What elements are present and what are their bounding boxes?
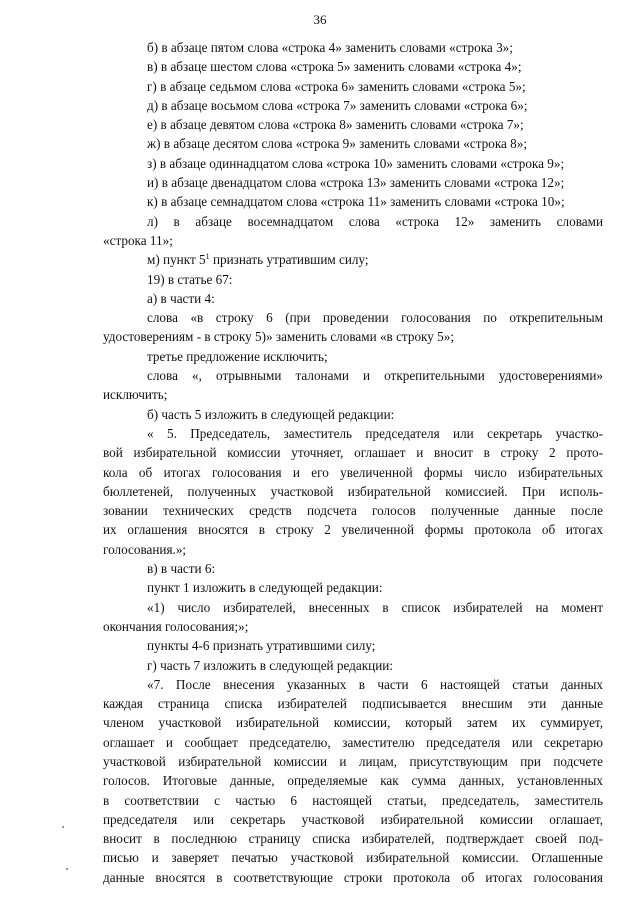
text-line: третье предложение исключить; (147, 348, 328, 364)
scan-speck (62, 826, 64, 828)
scan-speck (66, 868, 68, 870)
text-line: б) часть 5 изложить в следующей редакции: (147, 406, 395, 422)
text-line: «1) число избирателей, внесенных в список избирателей на момент (147, 599, 603, 615)
superscript: 1 (205, 252, 210, 262)
text-line: окончания голосования;»; (103, 618, 249, 634)
text-line: д) в абзаце восьмом слова «строка 7» заменить словами «строка 6»; (147, 97, 528, 113)
page-number: 36 (313, 12, 327, 27)
text-line: к) в абзаце семнадцатом слова «строка 11» заменить словами «строка 10»; (147, 194, 565, 210)
text-line: участковой избирательной комиссии и лицам, присутствующим при подсчете (103, 753, 603, 769)
text-line: зовании технических средств подсчета голосов полученные данные после (103, 503, 603, 519)
text-line: в) в части 6: (147, 561, 216, 577)
text-line: в) в абзаце шестом слова «строка 5» заменить словами «строка 4»; (147, 59, 522, 75)
text-line: кола об итогах голосования и его увеличенной формы число избирательных (103, 464, 603, 480)
text-line: удостоверениям - в строку 5)» заменить словами «в строку 5»; (103, 329, 454, 345)
text-line (103, 250, 603, 269)
text-line: председателя или секретарь участковой избирательной комиссии оглашает, (103, 811, 603, 827)
text-line: голосов. Итоговые данные, определяемые как сумма данных, установленных (103, 773, 603, 789)
text-line: а) в части 4: (147, 290, 215, 306)
text-line: ж) в абзаце десятом слова «строка 9» заменить словами «строка 8»; (147, 136, 528, 152)
text-line: пункт 1 изложить в следующей редакции: (147, 580, 383, 596)
text-line: слова «в строку 6 (при проведении голосования по открепительным (147, 310, 603, 326)
text-line: исключить; (103, 387, 168, 403)
text-line: их оглашения вносятся в строку 2 увеличенной формы протокола об итогах (103, 522, 603, 538)
item-m-suffix: признать утратившим силу; (209, 252, 369, 268)
text-line: в соответствии с частью 6 настоящей статьи, председатель, заместитель (103, 792, 603, 808)
text-line: л) в абзаце восемнадцатом слова «строка 12» заменить словами (147, 213, 603, 229)
text-line: писью и заверяет печатью участковой избирательной комиссии. Оглашенные (103, 850, 603, 866)
text-line: вносит в последнюю страницу списка избирателей, подтверждает своей под- (103, 831, 603, 847)
text-line: б) в абзаце пятом слова «строка 4» заменить словами «строка 3»; (147, 40, 513, 55)
item-m-prefix: м) пункт 5 (147, 252, 206, 268)
text-line: каждая страница списка избирателей подписывается внесшим эти данные (103, 696, 603, 712)
text-line: вой избирательной комиссии уточняет, оглашает и вносит в строку 2 прото- (103, 445, 603, 461)
text-line: «7. После внесения указанных в части 6 настоящей статьи данных (147, 676, 603, 692)
text-line: пункты 4-6 признать утратившими силу; (147, 638, 376, 654)
text-line: з) в абзаце одиннадцатом слова «строка 10» заменить словами «строка 9»; (147, 155, 565, 171)
text-line: голосования.»; (103, 541, 187, 557)
text-line: слова «, отрывными талонами и открепительными удостоверениями» (147, 368, 603, 384)
document-body (103, 38, 603, 887)
text-line: данные вносятся в соответствующие строки протокола об итогах голосования (103, 869, 603, 885)
text-line: е) в абзаце девятом слова «строка 8» заменить словами «строка 7»; (147, 117, 524, 133)
text-line: и) в абзаце двенадцатом слова «строка 13» заменить словами «строка 12»; (147, 175, 565, 191)
text-line: г) часть 7 изложить в следующей редакции: (147, 657, 393, 673)
text-line: « 5. Председатель, заместитель председателя или секретарь участко- (147, 425, 603, 441)
text-line: «строка 11»; (103, 232, 173, 248)
text-line: бюллетеней, полученных участковой избирательной комиссией. При исполь- (103, 483, 603, 499)
text-line: членом участковой избирательной комиссии, который затем их суммирует, (103, 715, 603, 731)
text-line: 19) в статье 67: (147, 271, 233, 287)
text-line: г) в абзаце седьмом слова «строка 6» заменить словами «строка 5»; (147, 78, 526, 94)
text-line: оглашает и сообщает председателю, заместителю председателя или секретарю (103, 734, 603, 750)
